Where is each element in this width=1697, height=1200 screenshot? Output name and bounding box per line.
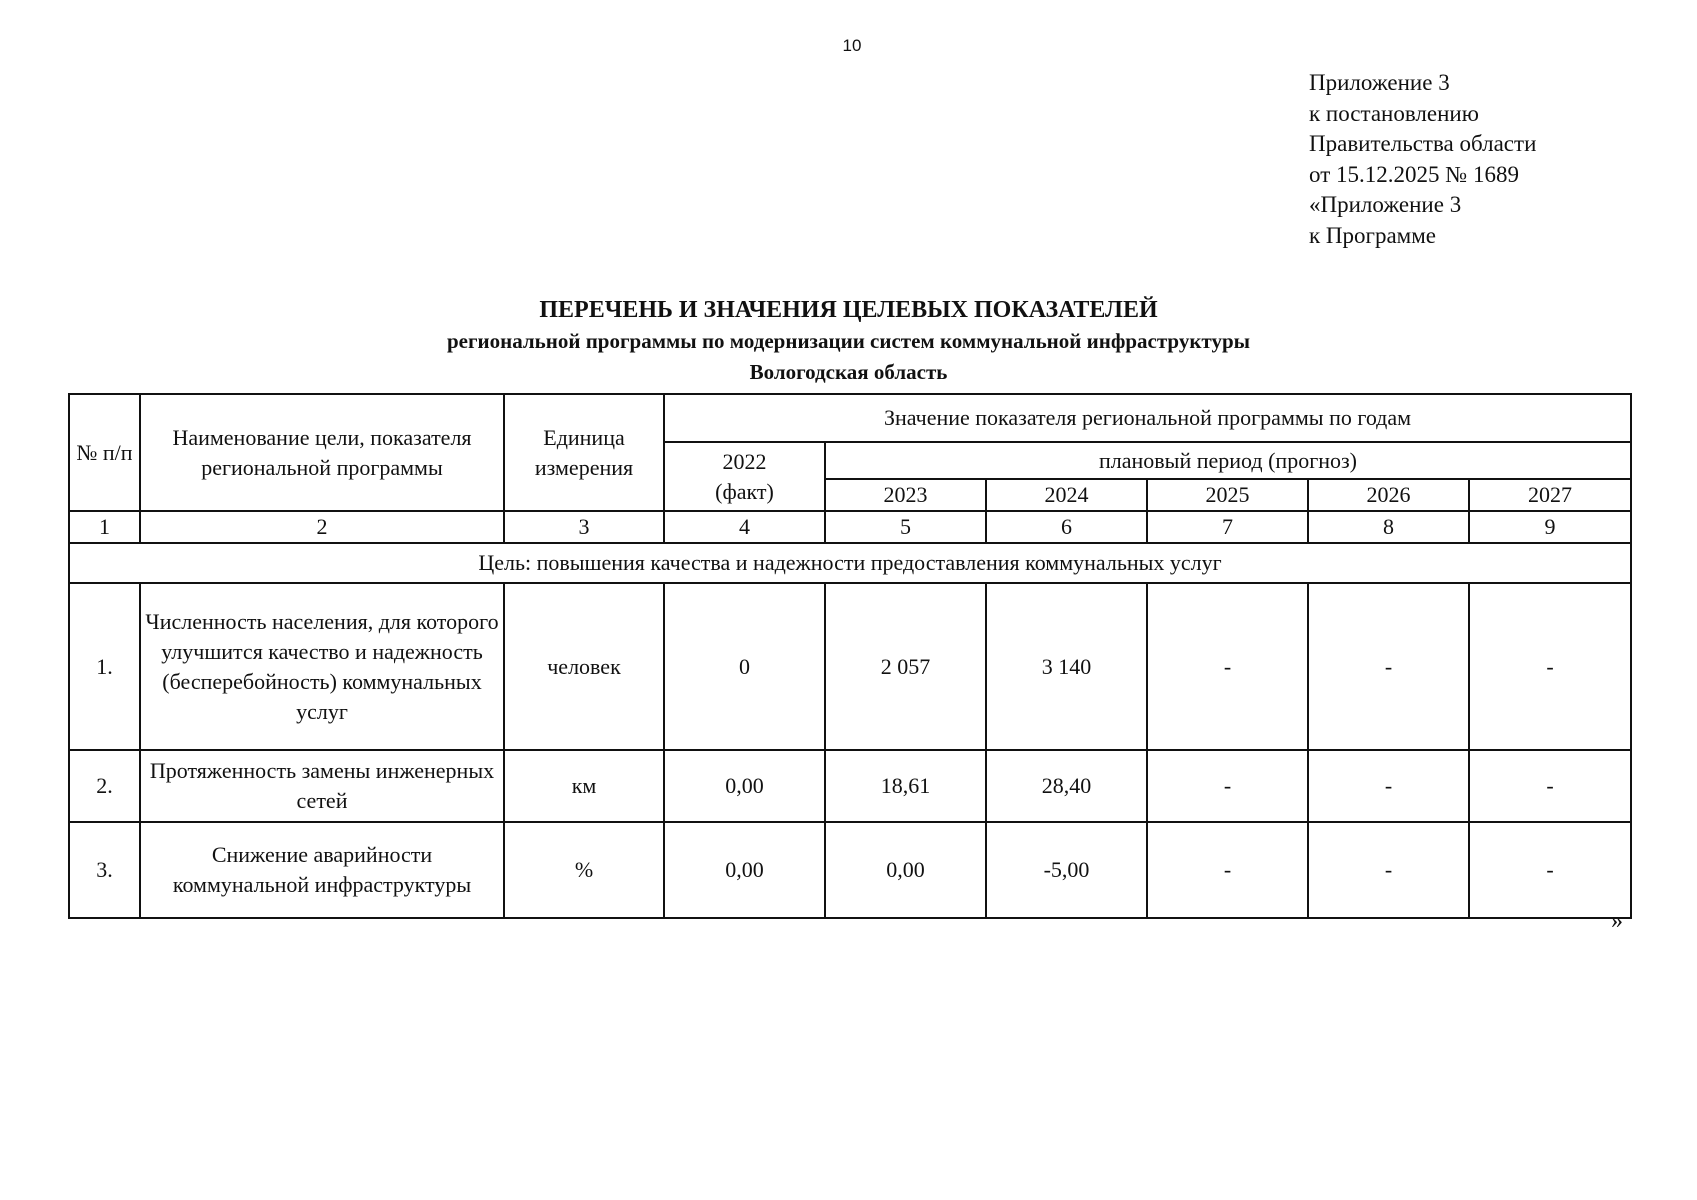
header-unit: Единица измерения	[504, 394, 664, 511]
column-number: 6	[986, 511, 1147, 543]
appendix-line: от 15.12.2025 № 1689	[1309, 161, 1519, 187]
row-name: Протяженность замены инженерных сетей	[140, 750, 504, 822]
table-row	[69, 750, 1631, 822]
row-num: 1.	[69, 583, 140, 750]
goal-cell: Цель: повышения качества и надежности предоставления коммунальных услуг	[69, 543, 1631, 583]
column-number: 3	[504, 511, 664, 543]
row-value: 2 057	[825, 583, 986, 750]
header-year: 2024	[986, 479, 1147, 511]
header-plan-period: плановый период (прогноз)	[825, 442, 1631, 479]
header-year: 2023	[825, 479, 986, 511]
header-fact	[664, 442, 825, 511]
closing-quote: »	[1611, 908, 1623, 934]
row-unit: человек	[504, 583, 664, 750]
row-value: 3 140	[986, 583, 1147, 750]
header-year: 2026	[1308, 479, 1469, 511]
row-value: -	[1469, 583, 1631, 750]
indicators-table	[68, 393, 1632, 919]
row-unit: км	[504, 750, 664, 822]
title-subtitle: региональной программы по модернизации систем коммунальной инфраструктуры	[446, 329, 1251, 353]
header-row	[69, 394, 1631, 442]
page-number: 10	[842, 36, 862, 55]
header-fact-year: 2022	[722, 448, 767, 474]
appendix-line: к Программе	[1309, 222, 1436, 248]
row-unit: %	[504, 822, 664, 918]
table-row	[69, 583, 1631, 750]
row-value: 28,40	[986, 750, 1147, 822]
row-name: Снижение аварийности коммунальной инфраструктуры	[140, 822, 504, 918]
row-value: -	[1469, 750, 1631, 822]
table-row	[69, 822, 1631, 918]
column-number: 8	[1308, 511, 1469, 543]
document-title	[0, 294, 1697, 388]
column-number: 4	[664, 511, 825, 543]
header-year: 2027	[1469, 479, 1631, 511]
row-value: 18,61	[825, 750, 986, 822]
title-main: ПЕРЕЧЕНЬ И ЗНАЧЕНИЯ ЦЕЛЕВЫХ ПОКАЗАТЕЛЕЙ	[539, 297, 1158, 323]
column-numbers-row	[69, 511, 1631, 543]
header-fact-label: (факт)	[715, 478, 774, 504]
header-name: Наименование цели, показателя региональной программы	[140, 394, 504, 511]
appendix-line: Приложение 3	[1309, 70, 1450, 95]
row-value: -	[1308, 822, 1469, 918]
row-value: -	[1147, 750, 1308, 822]
row-value: 0,00	[664, 750, 825, 822]
row-value: -	[1147, 822, 1308, 918]
row-num: 3.	[69, 822, 140, 918]
column-number: 5	[825, 511, 986, 543]
goal-row	[69, 543, 1631, 583]
row-value: -	[1308, 750, 1469, 822]
row-value: 0,00	[664, 822, 825, 918]
header-year: 2025	[1147, 479, 1308, 511]
column-number: 7	[1147, 511, 1308, 543]
appendix-reference	[1309, 68, 1536, 251]
row-value: 0,00	[825, 822, 986, 918]
appendix-line: «Приложение 3	[1309, 192, 1462, 217]
column-number: 2	[140, 511, 504, 543]
row-name: Численность населения, для которого улучшится качество и надежность (бесперебойность) коммунальных услуг	[140, 583, 504, 750]
row-value: -5,00	[986, 822, 1147, 918]
header-values-group: Значение показателя региональной программы по годам	[664, 394, 1631, 442]
row-num: 2.	[69, 750, 140, 822]
column-number: 9	[1469, 511, 1631, 543]
row-value: -	[1147, 583, 1308, 750]
appendix-line: к постановлению	[1309, 100, 1479, 126]
row-value: -	[1308, 583, 1469, 750]
row-value: -	[1469, 822, 1631, 918]
header-num: № п/п	[69, 394, 140, 511]
row-value: 0	[664, 583, 825, 750]
title-region: Вологодская область	[749, 360, 948, 384]
appendix-line: Правительства области	[1309, 131, 1537, 156]
column-number: 1	[69, 511, 140, 543]
